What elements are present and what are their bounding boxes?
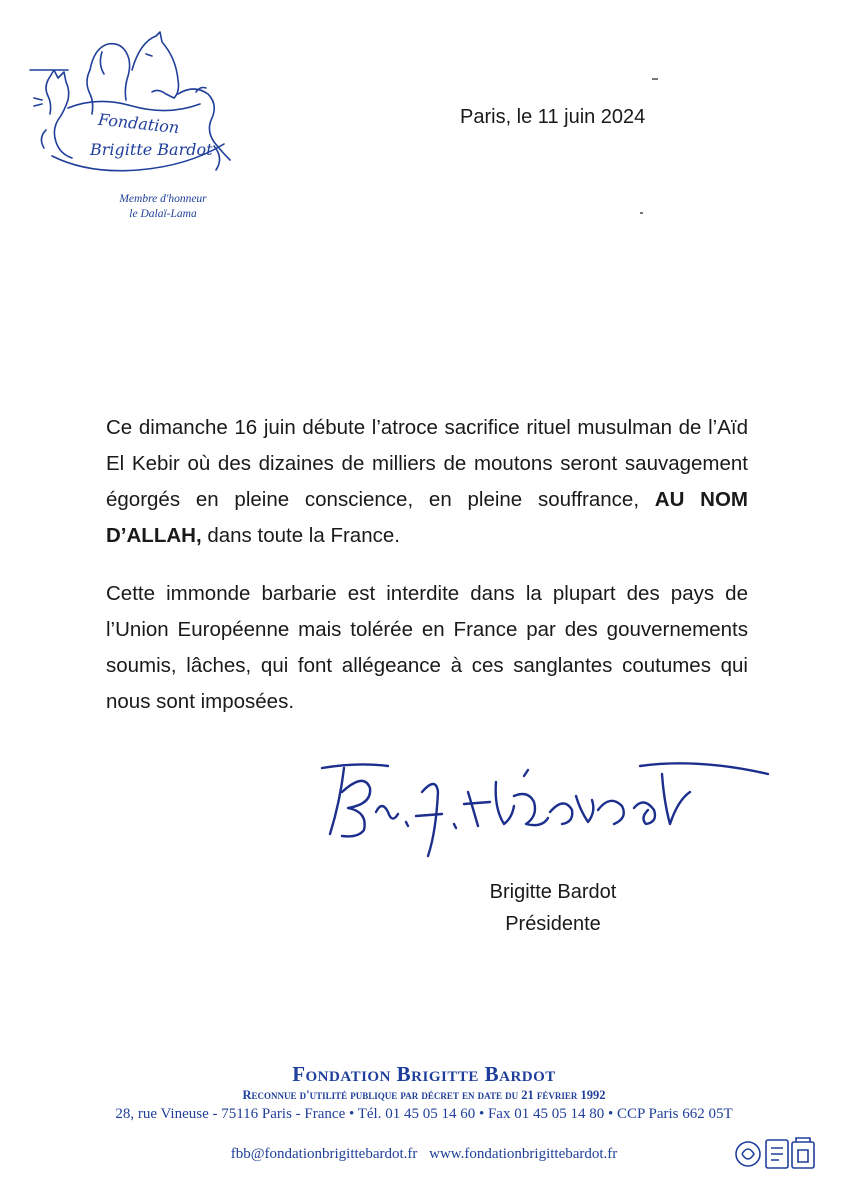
paragraph-1	[106, 410, 748, 554]
logo-text-brigitte-bardot: Brigitte Bardot	[90, 140, 213, 159]
footer-badges	[734, 1134, 818, 1172]
footer-org-name: Fondation Brigitte Bardot	[292, 1062, 556, 1086]
honor-line-2: le Dalaï-Lama	[129, 208, 197, 220]
letterhead-logo	[28, 30, 248, 230]
signatory	[478, 876, 628, 940]
paragraph-2: Cette immonde barbarie est interdite dans la plupart des pays de l’Union Européenne mais tolérée en France par des gouvernements soumis, lâches, qui font allégeance à ces sanglantes coutumes qui nous sont imposées.	[106, 582, 748, 713]
footer-address: 28, rue Vineuse - 75116 Paris - France • Tél. 01 45 05 14 60 • Fax 01 45 05 14 80 • CCP Paris 662 05T	[115, 1106, 733, 1122]
recycle-badge-icon	[766, 1138, 814, 1168]
logo-text-fondation: Fondation	[97, 109, 181, 138]
cert-badge-icon	[736, 1142, 760, 1166]
scan-mark	[652, 78, 658, 80]
honor-member-note	[88, 192, 238, 222]
scan-mark	[640, 212, 643, 214]
honor-line-1: Membre d'honneur	[119, 193, 207, 205]
footer-contact	[0, 1146, 848, 1163]
paragraph-1-emphasis: AU NOM D’ALLAH,	[106, 488, 748, 547]
signatory-title: Présidente	[505, 913, 601, 935]
letter-date: Paris, le 11 juin 2024	[460, 106, 646, 128]
signatory-name: Brigitte Bardot	[489, 881, 617, 903]
letter-body	[106, 410, 748, 742]
footer-recognition: Reconnue d'utilité publique par décret en date du 21 février 1992	[242, 1088, 606, 1102]
paragraph-1-end: dans toute la France.	[201, 524, 400, 547]
footer-email-link[interactable]: fbb@fondationbrigittebardot.fr	[230, 1146, 418, 1162]
handwritten-signature	[318, 752, 778, 862]
paragraph-1-text: Ce dimanche 16 juin débute l’atroce sacrifice rituel musulman de l’Aïd El Kebir où des dizaines de milliers de moutons seront sauvagement égorgés en pleine conscience, en pleine souffrance,	[106, 416, 748, 511]
footer-website-link[interactable]: www.fondationbrigittebardot.fr	[429, 1146, 618, 1162]
